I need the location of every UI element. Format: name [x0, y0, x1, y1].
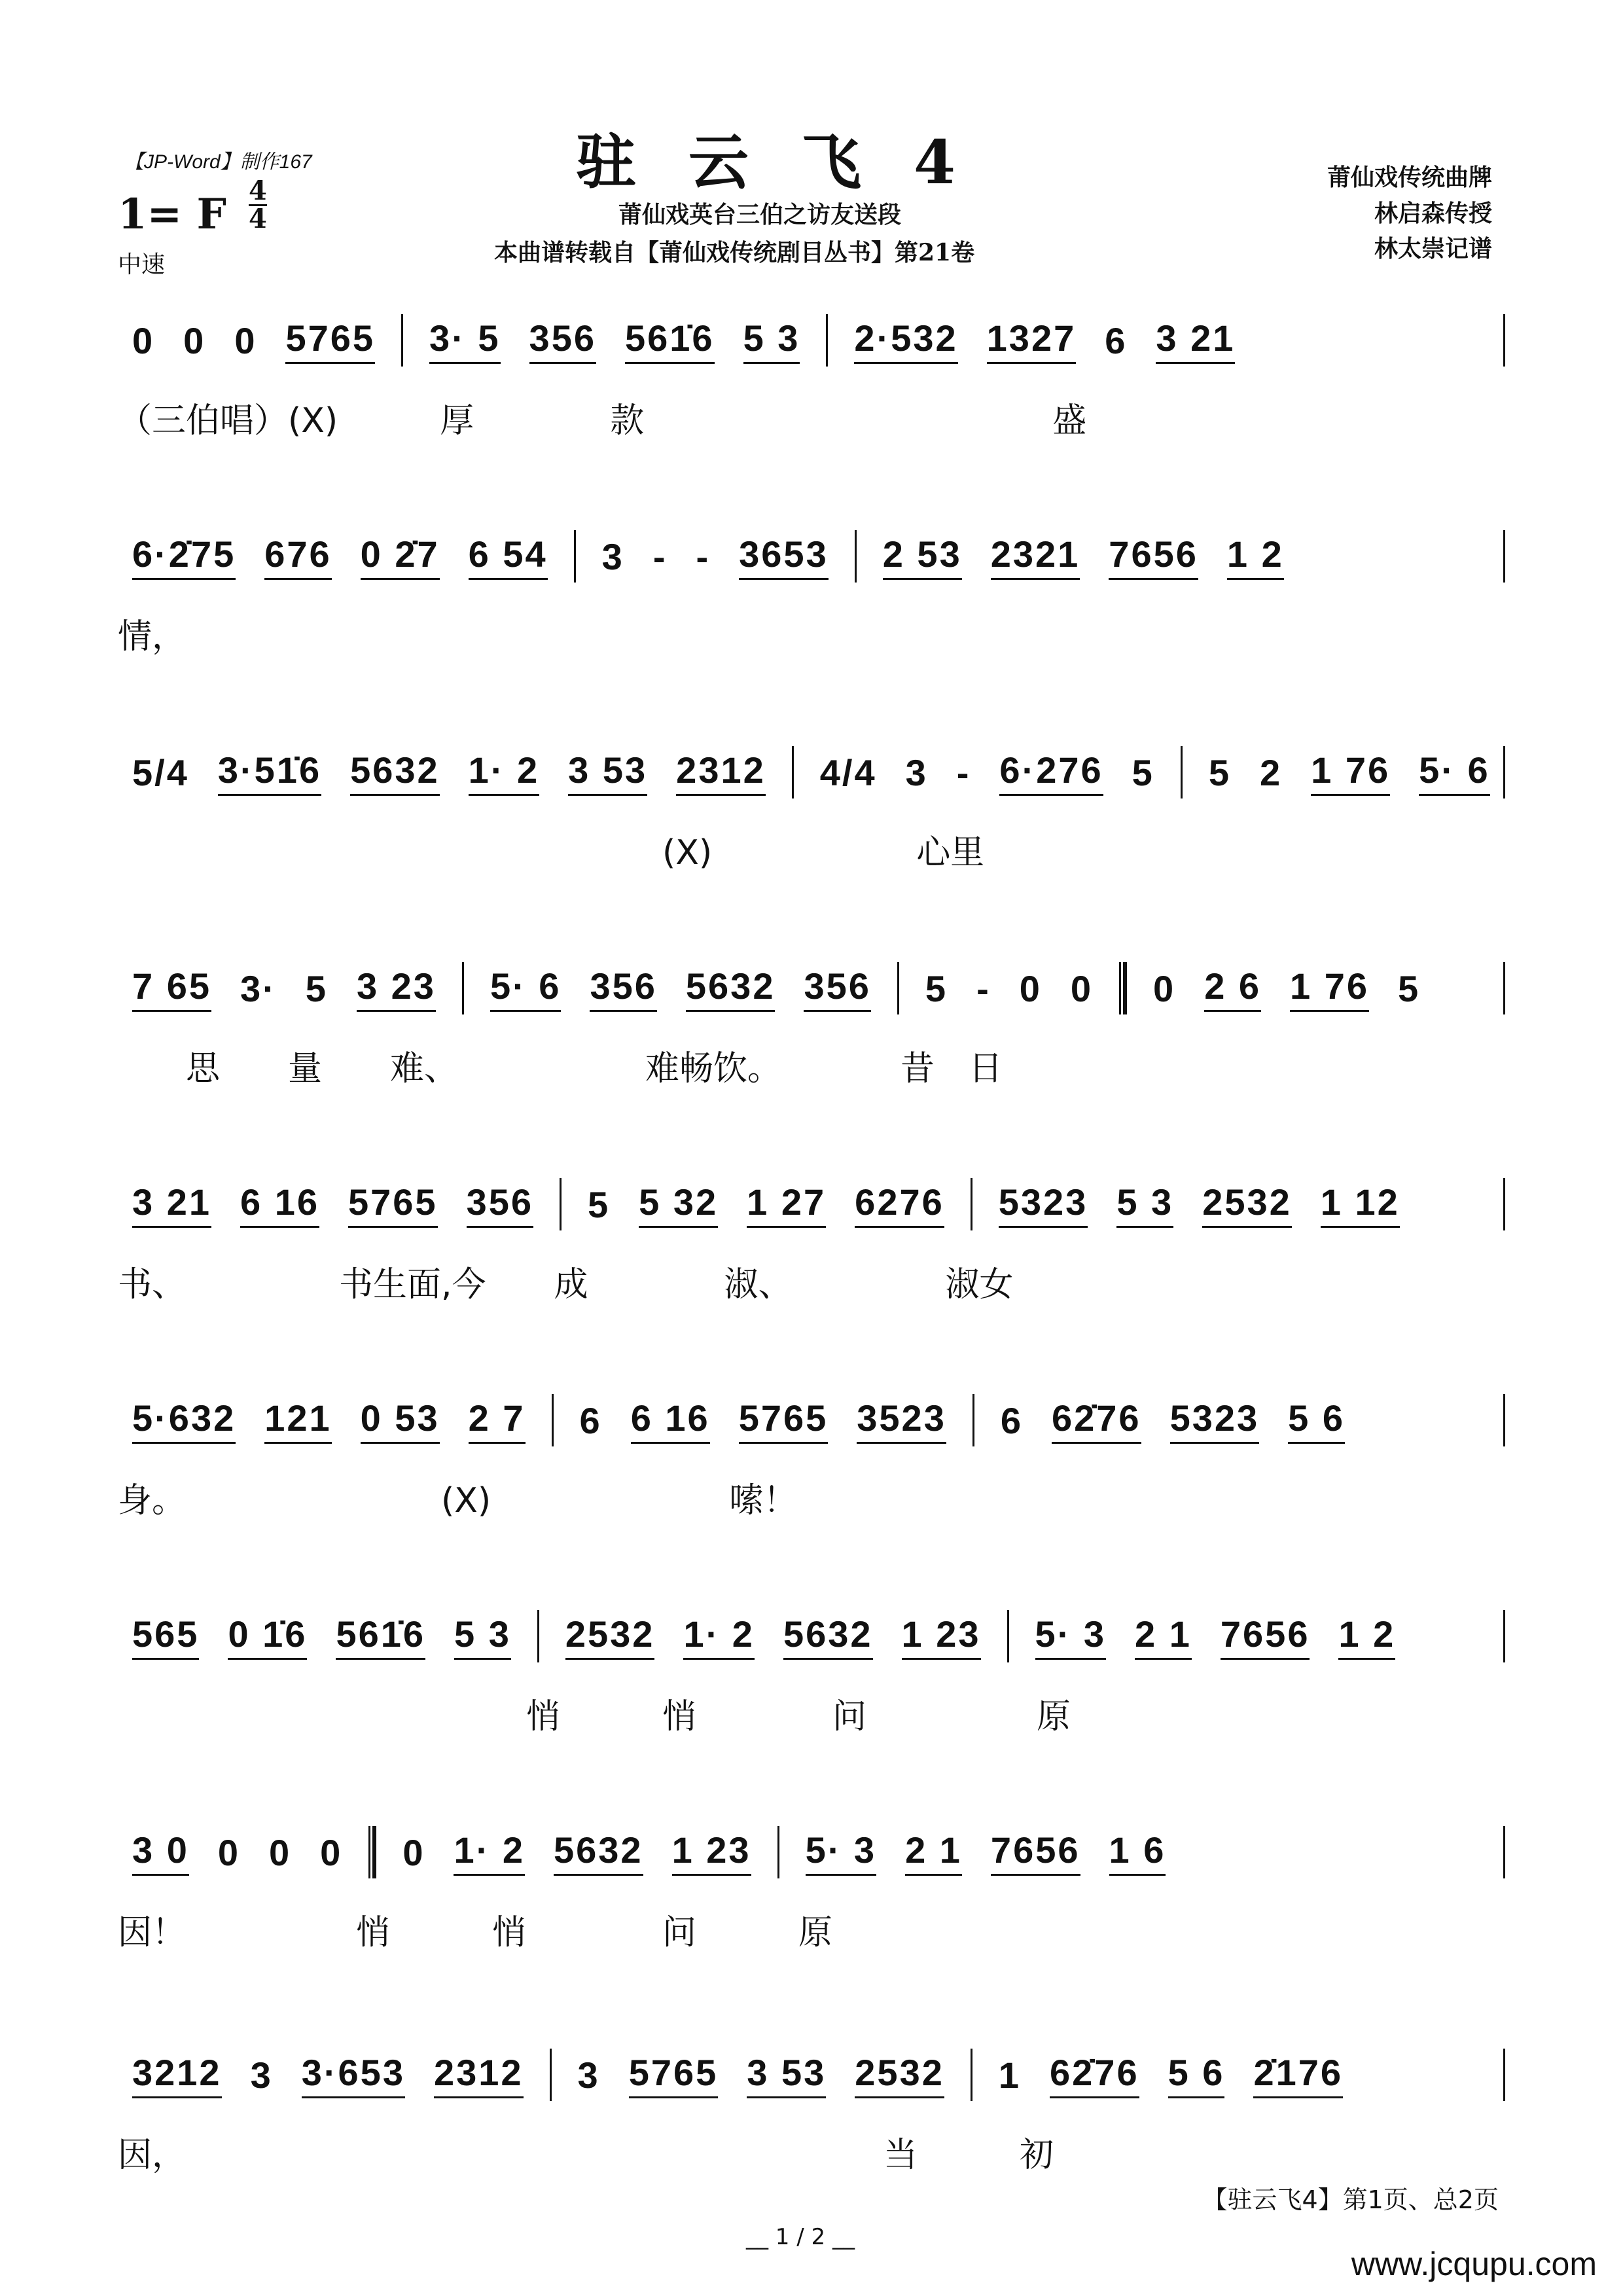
tempo-mark: 中速	[118, 251, 166, 278]
end-bar-line	[1503, 1394, 1505, 1446]
notation-line	[118, 524, 1298, 589]
note-group: 3 21	[132, 1181, 211, 1228]
note-group: 5	[1132, 751, 1154, 793]
note-group: 5 3	[454, 1613, 511, 1660]
note-group: 5 32	[639, 1181, 718, 1228]
end-bar-line	[1503, 530, 1505, 583]
note-group: 561̇6	[336, 1613, 425, 1660]
note-group: 7656	[991, 1829, 1080, 1876]
note-group: 1327	[987, 317, 1077, 364]
note-group: 5	[1208, 751, 1231, 793]
note-group: 5· 6	[1419, 749, 1490, 796]
note-group: 6	[579, 1399, 602, 1441]
note-group: 6	[1000, 1399, 1023, 1441]
note-group: 3·	[240, 967, 277, 1009]
credit-teacher: 林启森传授	[1374, 200, 1492, 227]
note-group: 356	[467, 1181, 533, 1228]
note-group: 1 12	[1321, 1181, 1400, 1228]
staff-row	[118, 2042, 1505, 2175]
end-bar-line	[1503, 2049, 1505, 2101]
bar-line	[855, 530, 857, 583]
bar-line	[401, 314, 403, 367]
note-group: 0	[1153, 967, 1176, 1009]
staff-row	[118, 1172, 1505, 1304]
note-group: 5765	[739, 1397, 829, 1444]
time-signature	[249, 175, 267, 234]
note-group: 2 6	[1204, 965, 1261, 1012]
double-bar-line	[368, 1826, 376, 1878]
double-bar-line	[1119, 962, 1127, 1014]
note-group: 6	[1105, 319, 1128, 361]
staff-row	[118, 1604, 1505, 1736]
staff-row	[118, 524, 1505, 656]
note-group: 3 53	[747, 2051, 826, 2098]
note-group: 0 1̇6	[228, 1613, 307, 1660]
note-group: 5765	[348, 1181, 438, 1228]
note-group: 7656	[1109, 533, 1198, 580]
note-group: 2	[1259, 751, 1283, 793]
note-group: 5765	[285, 317, 375, 364]
note-group: 3	[905, 751, 928, 793]
note-group: 5	[925, 967, 948, 1009]
bar-line	[462, 962, 464, 1014]
notation-line	[118, 2042, 1357, 2108]
note-group: 0	[1019, 967, 1042, 1009]
staff-row	[118, 1820, 1505, 1952]
note-group: 2321	[991, 533, 1080, 580]
note-group: 3 0	[132, 1829, 189, 1876]
note-group: 5 3	[1116, 1181, 1173, 1228]
staff-row	[118, 740, 1505, 872]
note-group: 3	[577, 2054, 600, 2096]
note-group: 0	[320, 1831, 343, 1873]
note-group: 121	[264, 1397, 331, 1444]
bar-line	[1181, 746, 1183, 798]
end-bar-line	[1503, 1610, 1505, 1662]
note-group: 1· 2	[454, 1829, 525, 1876]
note-group: 6 16	[240, 1181, 319, 1228]
note-group: 2 7	[469, 1397, 526, 1444]
note-group: 356	[529, 317, 596, 364]
note-group: 5632	[783, 1613, 873, 1660]
lyrics-line: 因， 当 初	[118, 2136, 1054, 2175]
note-group: 6 16	[631, 1397, 710, 1444]
end-bar-line	[1503, 746, 1505, 798]
bar-line	[1007, 1610, 1009, 1662]
note-group: 5· 3	[1035, 1613, 1107, 1660]
bar-line	[897, 962, 899, 1014]
note-group: 5· 3	[806, 1829, 877, 1876]
notation-line	[118, 308, 1249, 373]
note-group: 2532	[1202, 1181, 1292, 1228]
note-group: 1· 2	[683, 1613, 755, 1660]
note-group: 3 23	[357, 965, 436, 1012]
note-group: 0	[132, 319, 155, 361]
note-group: 7 65	[132, 965, 211, 1012]
lyrics-line: （三伯唱）(X) 厚 款 盛	[118, 401, 1087, 440]
lyrics-line: 思 量 难、 难畅饮。 昔 日	[118, 1049, 1003, 1088]
notation-line	[118, 956, 1435, 1021]
subtitle: 莆仙戏英台三伯之访友送段	[618, 201, 902, 228]
note-group: 5632	[554, 1829, 643, 1876]
note-group: 1 76	[1311, 749, 1390, 796]
bar-line	[777, 1826, 779, 1878]
note-group: 3· 5	[429, 317, 501, 364]
note-group: 5	[305, 967, 328, 1009]
note-group: -	[652, 535, 668, 577]
note-group: 356	[804, 965, 870, 1012]
note-group: 5323	[1170, 1397, 1260, 1444]
end-bar-line	[1503, 962, 1505, 1014]
note-group: 1 6	[1109, 1829, 1166, 1876]
note-group: 5 6	[1168, 2051, 1225, 2098]
page-title: 驻云飞4	[576, 127, 1008, 198]
bar-line	[826, 314, 828, 367]
page-number: __ 1 / 2 __	[746, 2224, 855, 2250]
key-signature: 1= F	[118, 190, 226, 239]
notation-line	[118, 1172, 1414, 1237]
lyrics-line: 情，	[118, 617, 187, 656]
note-group: 6276	[855, 1181, 944, 1228]
note-group: 0	[402, 1831, 425, 1873]
note-group: 2532	[565, 1613, 655, 1660]
note-group: 561̇6	[625, 317, 715, 364]
note-group: 0	[269, 1831, 292, 1873]
end-bar-line	[1503, 1178, 1505, 1230]
note-group: 62̇76	[1050, 2051, 1139, 2098]
note-group: 1 27	[747, 1181, 826, 1228]
note-group: 5323	[999, 1181, 1088, 1228]
note-group: 5	[1398, 967, 1421, 1009]
note-group: 2̇176	[1253, 2051, 1343, 2098]
note-group: 5· 6	[490, 965, 562, 1012]
note-group: 3 53	[568, 749, 647, 796]
note-group: -	[976, 967, 991, 1009]
note-group: 7656	[1221, 1613, 1310, 1660]
meter-top: 4	[249, 175, 267, 206]
note-group: 1	[998, 2054, 1022, 2096]
note-group: 6 54	[469, 533, 548, 580]
note-group: 565	[132, 1613, 199, 1660]
note-group: -	[696, 535, 711, 577]
note-group: 3523	[857, 1397, 946, 1444]
note-group: 0	[183, 319, 206, 361]
credit-transcriber: 林太崇记谱	[1374, 235, 1492, 262]
bar-line	[972, 1394, 974, 1446]
bar-line	[550, 2049, 552, 2101]
note-group: 5	[588, 1183, 611, 1225]
note-group: 2312	[434, 2051, 524, 2098]
bar-line	[792, 746, 794, 798]
note-group: 3 21	[1156, 317, 1235, 364]
bar-line	[971, 1178, 972, 1230]
note-group: 0 2̇7	[361, 533, 440, 580]
note-group: 2 1	[905, 1829, 962, 1876]
staff-row	[118, 1388, 1505, 1520]
lyrics-line: 书、 书生面,今 成 淑、 淑女	[118, 1265, 1014, 1304]
note-group: 5632	[350, 749, 440, 796]
note-group: 2 53	[883, 533, 962, 580]
note-group: 0 53	[361, 1397, 440, 1444]
note-group: 0	[217, 1831, 241, 1873]
lyrics-line: 因！ 悄 悄 问 原	[118, 1913, 833, 1952]
lyrics-line: 身。 (X) 嗦！	[118, 1481, 798, 1520]
note-group: 5/4	[132, 751, 189, 793]
staff-row	[118, 956, 1505, 1088]
note-group: -	[956, 751, 971, 793]
credit-tune: 莆仙戏传统曲牌	[1327, 164, 1492, 191]
note-group: 3·653	[302, 2051, 405, 2098]
note-group: 1 23	[902, 1613, 981, 1660]
notation-line	[118, 1604, 1410, 1669]
note-group: 1 2	[1338, 1613, 1395, 1660]
note-group: 2532	[855, 2051, 944, 2098]
bar-line	[574, 530, 576, 583]
site-watermark: www.jcqupu.com	[1351, 2246, 1597, 2282]
note-group: 3653	[739, 533, 829, 580]
note-group: 3·51̇6	[218, 749, 321, 796]
meter-bottom: 4	[249, 204, 267, 234]
note-group: 4/4	[819, 751, 877, 793]
bar-line	[560, 1178, 562, 1230]
note-group: 5632	[686, 965, 776, 1012]
note-group: 62̇76	[1052, 1397, 1141, 1444]
note-group: 1 2	[1227, 533, 1284, 580]
note-group: 2 1	[1135, 1613, 1192, 1660]
note-group: 1 23	[672, 1829, 751, 1876]
note-group: 5·632	[132, 1397, 236, 1444]
note-group: 2312	[676, 749, 766, 796]
lyrics-line: 悄 悄 问 原	[118, 1697, 1071, 1736]
notation-line	[118, 1388, 1359, 1453]
bar-line	[971, 2049, 972, 2101]
source-note: 本曲谱转载自【莆仙戏传统剧目丛书】第21卷	[494, 239, 975, 266]
note-group: 3212	[132, 2051, 222, 2098]
note-group: 3	[601, 535, 624, 577]
note-group: 0	[1070, 967, 1094, 1009]
note-group: 356	[590, 965, 656, 1012]
end-bar-line	[1503, 314, 1505, 367]
note-group: 2·532	[854, 317, 957, 364]
note-group: 0	[234, 319, 257, 361]
page-info: 【驻云飞4】第1页、总2页	[1202, 2185, 1499, 2214]
note-group: 1 76	[1290, 965, 1369, 1012]
note-group: 3	[250, 2054, 273, 2096]
notation-line	[118, 740, 1505, 805]
bar-line	[552, 1394, 554, 1446]
lyrics-line: (X) 心里	[118, 833, 985, 872]
note-group: 676	[264, 533, 331, 580]
maker-credit: 【JP-Word】制作167	[124, 151, 312, 173]
end-bar-line	[1503, 1826, 1505, 1878]
notation-line	[118, 1820, 1180, 1885]
note-group: 6·276	[999, 749, 1103, 796]
note-group: 5 3	[743, 317, 800, 364]
note-group: 5765	[629, 2051, 719, 2098]
note-group: 1· 2	[469, 749, 540, 796]
staff-row	[118, 308, 1505, 440]
note-group: 5 6	[1288, 1397, 1345, 1444]
bar-line	[537, 1610, 539, 1662]
note-group: 6·2̇75	[132, 533, 236, 580]
